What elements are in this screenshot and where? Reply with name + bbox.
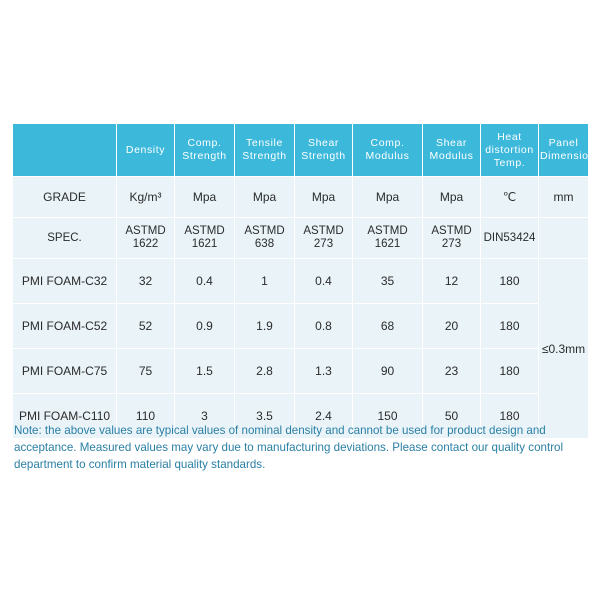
row-comp-modulus: 150 (353, 394, 423, 439)
row-tensile-strength: 2.8 (235, 349, 295, 394)
unit-comp-strength: Mpa (175, 177, 235, 218)
header-blank (13, 124, 117, 177)
row-grade: PMI FOAM-C110 (13, 394, 117, 439)
row-comp-strength: 1.5 (175, 349, 235, 394)
row-heat-distortion: 180 (481, 349, 539, 394)
row-comp-modulus: 35 (353, 259, 423, 304)
row-grade: PMI FOAM-C75 (13, 349, 117, 394)
table-unit-row (13, 177, 589, 218)
row-heat-distortion: 180 (481, 394, 539, 439)
row-density: 32 (117, 259, 175, 304)
row-density: 110 (117, 394, 175, 439)
row-shear-strength: 2.4 (295, 394, 353, 439)
unit-heat-distortion: ℃ (481, 177, 539, 218)
specification-table-container (12, 123, 596, 439)
row-tensile-strength: 1 (235, 259, 295, 304)
header-density: Density (117, 124, 175, 177)
table-header-row (13, 124, 589, 177)
row-shear-strength: 0.4 (295, 259, 353, 304)
note-text: Note: the above values are typical values of nominal density and cannot be used for product design and acceptance. Measured values may vary due to manufacturing deviations. Please contact our quality control department to confirm material quality standards. (14, 424, 564, 471)
header-heat-distortion-temp: Heat distortion Temp. (481, 124, 539, 177)
row-density: 75 (117, 349, 175, 394)
spec-tensile-strength: ASTMD 638 (235, 218, 295, 259)
row-grade: PMI FOAM-C52 (13, 304, 117, 349)
row-density: 52 (117, 304, 175, 349)
row-heat-distortion: 180 (481, 304, 539, 349)
table-row (13, 349, 589, 394)
row-tensile-strength: 1.9 (235, 304, 295, 349)
row-comp-modulus: 90 (353, 349, 423, 394)
header-comp-modulus: Comp. Modulus (353, 124, 423, 177)
table-spec-row (13, 218, 589, 259)
row-shear-modulus: 50 (423, 394, 481, 439)
header-panel-dimension: Panel Dimension (539, 124, 589, 177)
row-tensile-strength: 3.5 (235, 394, 295, 439)
spec-density: ASTMD 1622 (117, 218, 175, 259)
specification-table (12, 123, 596, 439)
spec-label: SPEC. (13, 218, 117, 259)
panel-dimension-value: ≤0.3mm (539, 259, 589, 439)
unit-density: Kg/m³ (117, 177, 175, 218)
spec-comp-modulus: ASTMD 1621 (353, 218, 423, 259)
row-comp-strength: 3 (175, 394, 235, 439)
row-comp-strength: 0.4 (175, 259, 235, 304)
header-comp-strength: Comp. Strength (175, 124, 235, 177)
row-comp-strength: 0.9 (175, 304, 235, 349)
unit-tensile-strength: Mpa (235, 177, 295, 218)
spec-shear-strength: ASTMD 273 (295, 218, 353, 259)
row-shear-modulus: 23 (423, 349, 481, 394)
unit-shear-modulus: Mpa (423, 177, 481, 218)
unit-comp-modulus: Mpa (353, 177, 423, 218)
spec-panel-dimension (539, 218, 589, 259)
row-shear-modulus: 12 (423, 259, 481, 304)
spec-heat-distortion: DIN53424 (481, 218, 539, 259)
spec-comp-strength: ASTMD 1621 (175, 218, 235, 259)
unit-shear-strength: Mpa (295, 177, 353, 218)
row-shear-strength: 1.3 (295, 349, 353, 394)
row-shear-strength: 0.8 (295, 304, 353, 349)
spec-shear-modulus: ASTMD 273 (423, 218, 481, 259)
header-shear-strength: Shear Strength (295, 124, 353, 177)
unit-panel-dimension: mm (539, 177, 589, 218)
row-comp-modulus: 68 (353, 304, 423, 349)
header-tensile-strength: Tensile Strength (235, 124, 295, 177)
table-row (13, 259, 589, 304)
unit-grade: GRADE (13, 177, 117, 218)
header-shear-modulus: Shear Modulus (423, 124, 481, 177)
row-grade: PMI FOAM-C32 (13, 259, 117, 304)
table-row (13, 304, 589, 349)
row-heat-distortion: 180 (481, 259, 539, 304)
row-shear-modulus: 20 (423, 304, 481, 349)
